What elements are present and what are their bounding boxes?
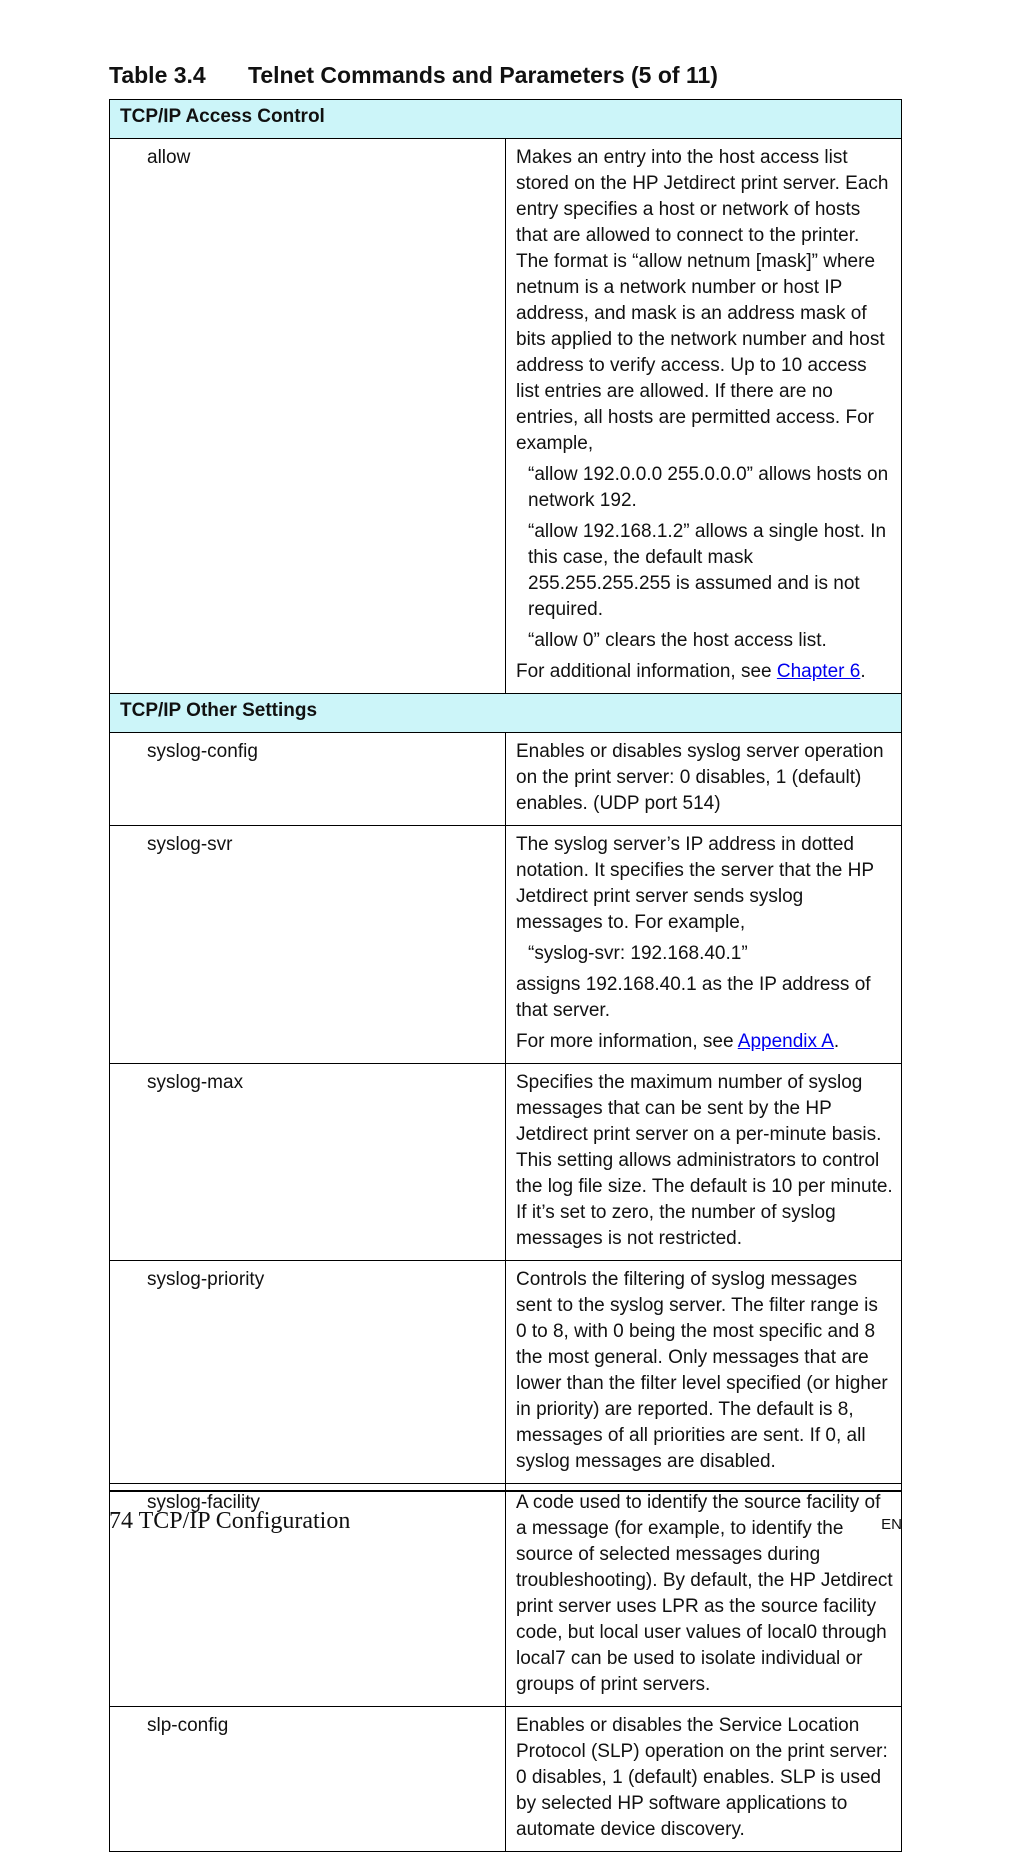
- paragraph-text: “allow 192.168.1.2” allows a single host. In this case, the default mask 255.255.255.255 is assumed and is not required.: [528, 521, 887, 620]
- command-name: syslog-svr: [110, 826, 506, 1064]
- description-paragraph: [516, 1029, 893, 1055]
- command-name: syslog-max: [110, 1064, 506, 1261]
- command-name: syslog-priority: [110, 1261, 506, 1484]
- paragraph-text: For additional information, see: [516, 661, 777, 682]
- command-description: [506, 826, 902, 1064]
- paragraph-text: “allow 0” clears the host access list.: [528, 630, 827, 651]
- table-row: [110, 1707, 902, 1852]
- paragraph-text: For more information, see: [516, 1031, 738, 1052]
- description-paragraph: [516, 659, 893, 685]
- command-description: [506, 1261, 902, 1484]
- table-number: Table 3.4: [109, 62, 206, 88]
- paragraph-text: Enables or disables syslog server operation on the print server: 0 disables, 1 (default) enables. (UDP port 514): [516, 741, 884, 814]
- table-row: [110, 139, 902, 694]
- paragraph-text: assigns 192.168.40.1 as the IP address of that server.: [516, 974, 871, 1021]
- command-description: [506, 1064, 902, 1261]
- description-paragraph: [516, 941, 893, 967]
- description-paragraph: [516, 972, 893, 1024]
- paragraph-text: .: [860, 661, 866, 682]
- description-paragraph: [516, 519, 893, 623]
- table-row: [110, 1261, 902, 1484]
- table-caption: [109, 62, 718, 89]
- command-name: allow: [110, 139, 506, 694]
- section-heading: TCP/IP Access Control: [110, 100, 902, 139]
- description-paragraph: [516, 1490, 893, 1698]
- paragraph-text: Enables or disables the Service Location Protocol (SLP) operation on the print server: 0 disables, 1 (default) enables. SLP is used by selected HP software applications to automate device discovery.: [516, 1715, 888, 1840]
- paragraph-text: Specifies the maximum number of syslog messages that can be sent by the HP Jetdirect print server on a per-minute basis. This setting allows administrators to control the log file size. The default is 10 per minute. If it’s set to zero, the number of syslog messages is not restricted.: [516, 1072, 893, 1249]
- cross-reference-link[interactable]: Appendix A: [737, 1031, 834, 1052]
- section-header-row: [110, 694, 902, 733]
- description-paragraph: [516, 628, 893, 654]
- section-heading: TCP/IP Other Settings: [110, 694, 902, 733]
- paragraph-text: Makes an entry into the host access list stored on the HP Jetdirect print server. Each entry specifies a host or network of hosts that are allowed to connect to the printer. The format is “allow netnum [mask]” where netnum is a network number or host IP address, and mask is an address mask of bits applied to the network number and host address to verify access. Up to 10 access list entries are allowed. If there are no entries, all hosts are permitted access. For example,: [516, 147, 889, 454]
- paragraph-text: The syslog server’s IP address in dotted notation. It specifies the server that the HP Jetdirect print server sends syslog messages to. For example,: [516, 834, 874, 933]
- paragraph-text: “syslog-svr: 192.168.40.1”: [528, 943, 748, 964]
- table-body: [110, 100, 902, 1852]
- command-description: [506, 733, 902, 826]
- cross-reference-link[interactable]: Chapter 6: [776, 661, 861, 682]
- table-title: Telnet Commands and Parameters (5 of 11): [248, 62, 718, 88]
- paragraph-text: Controls the filtering of syslog messages sent to the syslog server. The filter range is 0 to 8, with 0 being the most specific and 8 the most general. Only messages that are lower than the filter level specified (or higher in priority) are reported. The default is 8, messages of all priorities are sent. If 0, all syslog messages are disabled.: [516, 1269, 888, 1472]
- command-description: [506, 139, 902, 694]
- section-header-row: [110, 100, 902, 139]
- description-paragraph: [516, 1070, 893, 1252]
- description-paragraph: [516, 1267, 893, 1475]
- footer-divider: [109, 1490, 902, 1492]
- paragraph-text: “allow 192.0.0.0 255.0.0.0” allows hosts on network 192.: [528, 464, 889, 511]
- footer-page-label: 74 TCP/IP Configuration: [109, 1508, 351, 1534]
- description-paragraph: [516, 462, 893, 514]
- description-paragraph: [516, 1713, 893, 1843]
- command-description: [506, 1707, 902, 1852]
- command-name: syslog-facility: [110, 1484, 506, 1707]
- description-paragraph: [516, 739, 893, 817]
- description-paragraph: [516, 145, 893, 457]
- command-description: [506, 1484, 902, 1707]
- table-row: [110, 1064, 902, 1261]
- command-name: slp-config: [110, 1707, 506, 1852]
- description-paragraph: [516, 832, 893, 936]
- table-row: [110, 826, 902, 1064]
- footer-language-code: EN: [881, 1516, 902, 1533]
- table-row: [110, 733, 902, 826]
- paragraph-text: .: [833, 1031, 840, 1052]
- paragraph-text: A code used to identify the source facility of a message (for example, to identify the source of selected messages during troubleshooting). By default, the HP Jetdirect print server uses LPR as the source facility code, but local user values of local0 through local7 can be used to isolate individual or groups of print servers.: [516, 1492, 893, 1695]
- telnet-commands-table: [109, 99, 902, 1852]
- command-name: syslog-config: [110, 733, 506, 826]
